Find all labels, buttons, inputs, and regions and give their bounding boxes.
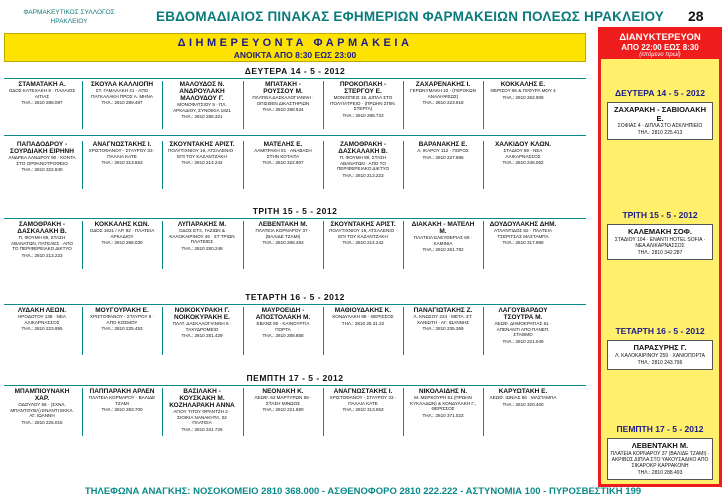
- night-pharmacy-card: [607, 102, 713, 140]
- day-pharmacies-banner: [4, 33, 586, 62]
- night-pharmacy-card: [607, 224, 713, 260]
- pharmacy-phone: ΤΗΛ.: 2810 288.858: [262, 333, 304, 338]
- pharmacy-card: [409, 81, 477, 106]
- pharmacy-name: ΔΙΑΚΑΚΗ - ΜΑΤΕΛΗ Μ.: [411, 221, 475, 235]
- column-divider: [162, 81, 163, 129]
- column-divider: [403, 388, 404, 436]
- pharmacy-card: [329, 307, 397, 326]
- pharmacy-address: ΠΛΑΤΕΙΑ ΚΟΡΝΑΡΟΥ · ΒΑΛΙΔΕ ΤΖΑΜΙ: [88, 395, 156, 406]
- pharmacy-phone: ΤΗΛ.: 2810 322.907: [262, 160, 304, 165]
- column-divider: [82, 81, 83, 129]
- pharmacy-address: ΟΔΟΣ ΚΑΤΕΧΑΚΗ 9 · ΠΑΛΑΙΟΣ ΑΙΤΙΑΣ: [8, 88, 76, 99]
- day-banner-title: ΔΙΗΜΕΡΕΥΟΝΤΑ ΦΑΡΜΑΚΕΙΑ: [177, 37, 413, 49]
- night-panel-note: (επόμενο πρωί): [639, 52, 681, 58]
- pharmacy-phone: ΤΗΛ.: 2810 288.097: [21, 100, 63, 105]
- column-divider: [483, 141, 484, 189]
- pharmacy-address: ΑΝΔΡΕΑ ΛΑΝΔΡΟΥ 90 · ΚΟΝΤΑ ΣΤΟ ΟΡΦΑΝΟΤΡΟΦΕΙΟ: [8, 155, 76, 166]
- pharmacy-card: [88, 388, 156, 413]
- night-pharmacy-phone: ΤΗΛ.: 2810 288.493: [637, 469, 683, 476]
- pharmacy-name: ΜΟΥΓΟΥΡΑΚΗ Ε.: [95, 307, 149, 314]
- pharmacy-address: ΕΒΑΝΣ 90 · ΚΑΙΝΟΥΡΓΙΑ ΠΟΡΤΑ: [256, 321, 310, 332]
- pharmacy-card: [489, 221, 557, 246]
- pharmacy-name: ΝΕΟΝΑΚΗ Κ.: [262, 388, 304, 395]
- pharmacy-card: [168, 221, 236, 251]
- pharmacy-card: [489, 307, 557, 344]
- pharmacy-name: ΛΥΔΑΚΗ ΛΕΩΝ.: [17, 307, 67, 314]
- pharmacy-name: ΝΙΚΟΛΑΙΔΗΣ Ν.: [418, 388, 468, 395]
- pharmacy-address: ΠΛΑΤΕΙΑ ΕΛΕΥΘΕΡΙΑΣ 69 · ΚΑΜΙΝΙΑ: [413, 235, 473, 246]
- pharmacy-phone: ΤΗΛ.: 2810 213.223: [342, 172, 384, 178]
- column-divider: [243, 81, 244, 129]
- pharmacy-address: ΑΤΛΑΝΤΙΔΟΣ 82 · ΠΛΑΤΕΙΑ ΤΣΕΡΙΤΣΑΣ ΜΑΣΤΑΜΠΑ: [494, 228, 552, 239]
- pharmacy-name: ΛΕΒΕΝΤΑΚΗ Μ.: [258, 221, 308, 228]
- pharmacy-address: ΠΟΛΥΤΙΧΝΙΟΥ 19, ΑΤΣΑΛΕΝΙΟ · ΕΠΙ ΤΟΥ ΚΑΖΑΝΤΖΑΚΗ: [329, 228, 397, 239]
- pharmacy-card: [8, 388, 76, 425]
- pharmacy-card: [88, 81, 156, 106]
- pharmacy-card: [8, 81, 76, 106]
- pharmacy-phone: ΤΗΛ.: 2810 322.840: [21, 167, 63, 172]
- pharmacy-name: ΣΑΜΟΘΡΑΚΗ - ΔΑΣΚΑΛΑΚΗ Β.: [17, 221, 67, 235]
- pharmacy-phone: ΤΗΛ.: 2810 214.242: [342, 240, 384, 245]
- pharmacy-name: ΒΑΡΑΝΑΚΗΣ Ε.: [418, 141, 468, 148]
- pharmacy-phone: ΤΗΛ.: 2810 288.723: [342, 112, 384, 118]
- column-divider: [243, 388, 244, 436]
- column-divider: [162, 307, 163, 355]
- pharmacy-address: ΚΟΝΔΥΛΑΚΗ 89 · ΘΕΡΙΣΣΟΣ: [332, 314, 394, 319]
- association-name: [4, 8, 134, 26]
- pharmacy-phone: ΤΗΛ.: 2810 262.908: [502, 94, 544, 100]
- pharmacy-phone: ΤΗΛ.: 2810 317.968: [502, 240, 544, 245]
- pharmacy-card: [329, 388, 397, 413]
- pharmacy-name: ΛΑΓΟΥΒΑΡΔΟΥ ΤΣΟΥΤΡΑ Μ.: [498, 307, 548, 321]
- pharmacy-card: [489, 81, 557, 100]
- night-panel-hours: ΑΠΟ 22:00 ΕΩΣ 8:30: [621, 43, 699, 52]
- pharmacy-card: [249, 307, 317, 339]
- night-panel-header: [601, 30, 719, 59]
- pharmacy-phone: ΤΗΛ.: 2810 213.223: [21, 252, 63, 258]
- night-pharmacy-card: [607, 438, 713, 480]
- pharmacy-card: [88, 307, 156, 332]
- pharmacy-phone: ΤΗΛ.: 2810 227.896: [422, 154, 464, 160]
- pharmacy-address: ΠΛΑΤ. ΔΑΣΚΑΛΟΓΙΑΝΝΗ 6 · ΤΑΧΥΔΡΟΜΕΙΟ: [172, 321, 232, 332]
- night-pharmacies-panel: [598, 27, 722, 487]
- pharmacy-card: [168, 388, 236, 432]
- pharmacy-name: ΠΑΝΑΓΙΩΤΑΚΗΣ Ζ.: [413, 307, 473, 314]
- column-divider: [82, 307, 83, 355]
- pharmacy-address: ΟΔΟΣ ΕΤΞ, ΓΑΖΙΩΝ & ΚΑΛΟΚΑΙΡΙΝΟΥ 46 · ΣΤ ΤΡΙΩΝ ΠΛΑΤΕΙΕΣ: [169, 228, 235, 244]
- pharmacy-phone: ΤΗΛ.: 2810 281.429: [181, 333, 223, 338]
- column-divider: [323, 81, 324, 129]
- row-divider: [4, 135, 586, 136]
- pharmacy-name: ΣΚΟΥΝΤΑΚΗΣ ΑΡΙΣΤ.: [169, 141, 235, 148]
- pharmacy-card: [489, 141, 557, 166]
- column-divider: [243, 141, 244, 189]
- pharmacy-address: ΛΕΩΦ. 62 ΜΑΡΤΥΡΩΝ 59 · ΣΤΑΣΗ ΜΙΝΩΟΣ: [254, 395, 312, 406]
- pharmacy-phone: ΤΗΛ.: 2810 280.248: [181, 245, 223, 251]
- column-divider: [483, 388, 484, 436]
- night-pharmacy-phone: ΤΗΛ.: 2810 342.287: [637, 249, 683, 256]
- column-divider: [162, 221, 163, 269]
- column-divider: [403, 81, 404, 129]
- column-divider: [323, 388, 324, 436]
- night-day-title: ΔΕΥΤΕΡΑ 14 - 5 - 2012: [614, 88, 706, 98]
- column-divider: [82, 388, 83, 436]
- pharmacy-card: [409, 221, 477, 253]
- pharmacy-address: ΘΕΡΙΣΟΥ 86 & ΓΕΦΥΡΑ ΜΟΥ 4: [490, 88, 556, 93]
- pharmacy-address: ΓΕΡΩΝΥΜΑΚΗ 10 · (ΓΕΡΟΚΩΝ ΑΝΑΛΗΨΕΩΣ): [410, 88, 476, 99]
- column-divider: [82, 141, 83, 189]
- pharmacy-phone: ΤΗΛ.: 2810 261.782: [422, 247, 464, 252]
- pharmacy-address: ΧΡΙΣΤΟΦΑΝΟΥ - ΣΤΑΥΡΟΥ 33 · ΠΑΛΑΙΑ ΚΑΤΕ: [329, 395, 397, 406]
- pharmacy-phone: ΤΗΛ.: 2810 313.653: [342, 407, 384, 412]
- night-pharmacy-name: ΛΕΒΕΝΤΑΚΗ Μ.: [631, 441, 689, 450]
- pharmacy-name: ΝΟΙΚΟΚΥΡΑΚΗ Γ. ΝΟΙΚΟΚΥΡΑΚΗ Ε.: [174, 307, 230, 321]
- day-banner-hours: ΑΝΟΙΚΤΑ ΑΠΟ 8:30 ΕΩΣ 23:00: [233, 50, 357, 60]
- night-pharmacy-address: Λ. ΚΑΛΟΚΑΙΡΙΝΟΥ 259 · ΧΑΝΙΟΠΟΡΤΑ: [615, 352, 705, 359]
- pharmacy-address: Π. ΦΟΥΜΗ 89, ΣΤΑΣΗ ΑΒΑΝΑΤΩΝ · ΑΠΟ ΤΟ ΠΕΡΙΦΕΡΕΙΑΚΟ ΔΙΚΤΥΟ: [336, 155, 390, 171]
- section-date-title: ΤΕΤΑΡΤΗ 16 - 5 - 2012: [245, 292, 345, 302]
- pharmacy-name: ΚΟΚΚΑΛΗΣ Ε.: [500, 81, 546, 88]
- pharmacy-name: ΠΑΠΑΔΟΔΡΟΥ - ΣΟΥΡΔΙΑΚΗ ΕΙΡΗΝΗ: [10, 141, 74, 155]
- pharmacy-phone: ΤΗΛ.: 2810 25.31.22: [341, 320, 385, 326]
- column-divider: [483, 221, 484, 269]
- night-pharmacy-name: ΖΑΧΑΡΑΚΗ - ΣΑΒΙΟΛΑΚΗ Ε.: [613, 105, 707, 123]
- column-divider: [162, 141, 163, 189]
- pharmacy-phone: ΤΗΛ.: 2810 245.062: [502, 160, 544, 165]
- pharmacy-phone: ΤΗΛ.: 2810 288.493: [262, 240, 304, 245]
- pharmacy-phone: ΤΗΛ.: 2810 289.487: [101, 100, 143, 105]
- pharmacy-card: [249, 221, 317, 246]
- column-divider: [403, 141, 404, 189]
- pharmacy-phone: ΤΗΛ.: 2810 283.700: [101, 407, 143, 412]
- pharmacy-address: ΛΑΜΠΡΑΚΗ 81 · ΑΝΑΒΑΣΗ ΣΤΗΝ ΚΟΤΑΙΤΑ: [254, 148, 312, 159]
- pharmacy-address: ΣΤ. ΓΑΜΑΛΑΚΗ 41 · ΑΠΟ ΠΑΓΚΑΛΑΚΗ ΠΡΟΣ Α. ΜΗΝΑ: [91, 88, 153, 99]
- night-pharmacy-name: ΠΑΡΑΣΥΡΗΣ Γ.: [633, 343, 687, 352]
- pharmacy-address: ΗΡΟΔΟΤΟΥ 138 · ΝΕΑ ΑΛΙΚΑΡΝΑΣΣΟΣ: [17, 314, 66, 325]
- pharmacy-name: ΖΑΧΑΡΕΝΑΚΗΣ Ι.: [415, 81, 471, 88]
- pharmacy-card: [8, 141, 76, 173]
- column-divider: [323, 307, 324, 355]
- pharmacy-address: Λ. ΚΝΩΣΟΥ 224 · ΜΕΤΑ. ΣΤ. ΧΑΝΙΩΤΗ - ΑΓ. ΙΩΑΝΝΗΣ: [413, 314, 473, 325]
- section-divider: [4, 218, 586, 219]
- page-number: 28: [688, 8, 704, 24]
- pharmacy-name: ΜΑΘΙΟΥΔΑΚΗΣ Κ.: [334, 307, 392, 314]
- section-divider: [4, 304, 586, 305]
- pharmacy-card: [329, 81, 397, 118]
- pharmacy-address: ΠΛΑΤΕΙΑ ΔΑΣΚΑΛΟΓΙΑΝΝΗ · ΟΠΙΣΘΕΝ ΔΙΚΑΣΤΗΡΙΩΝ: [252, 95, 314, 106]
- column-divider: [403, 221, 404, 269]
- pharmacy-phone: ΤΗΛ.: 2810 288.321: [181, 114, 223, 119]
- night-pharmacy-phone: ΤΗΛ.: 2810 243.796: [637, 359, 683, 366]
- association-line-2: ΗΡΑΚΛΕΙΟΥ: [50, 18, 88, 25]
- night-day-title: ΠΕΜΠΤΗ 17 - 5 - 2012: [616, 424, 704, 434]
- pharmacy-name: ΜΑΥΡΟΕΙΔΗ - ΑΠΟΣΤΟΛΑΚΗ Μ.: [255, 307, 311, 321]
- pharmacy-name: ΣΚΟΥΝΤΑΚΗΣ ΑΡΙΣΤ.: [330, 221, 396, 228]
- pharmacy-card: [249, 81, 317, 113]
- pharmacy-name: ΛΥΠΑΡΑΚΗΣ Μ.: [177, 221, 227, 228]
- pharmacy-name: ΣΚΟΥΛΑ ΚΑΛΛΙΟΠΗ: [90, 81, 154, 88]
- pharmacy-address: ΜΟΝΙΟΠΕΙΣ 15, ΔΙΠΛΑ ΣΤΟ ΠΟΛΥΙΑΤΡΕΙΟ · (ΠΡΩΗΝ ΣΠΙΝ. ΣΤΕΡΓΑ): [330, 95, 396, 111]
- pharmacy-name: ΔΟΥΔΟΥΛΑΚΗΣ ΔΗΜ.: [489, 221, 557, 228]
- pharmacy-card: [88, 141, 156, 166]
- pharmacy-phone: ΤΗΛ.: 2810 225.015: [21, 419, 63, 425]
- pharmacy-name: ΣΤΑΜΑΤΑΚΗ Α.: [18, 81, 66, 88]
- pharmacy-name: ΚΟΚΚΑΛΗΣ ΚΩΝ.: [94, 221, 150, 228]
- pharmacy-card: [8, 307, 76, 332]
- pharmacy-name: ΜΑΛΟΥΔΟΣ Ν. ΑΝΔΡΟΥΛΑΚΗ ΜΑΛΟΥΔΟΥ Γ.: [179, 81, 225, 102]
- pharmacy-address: Μ. ΜΕΡΚΟΥΡΗ 51 (ΠΡΩΗΝ ΚΥΚΛΑΔΩΝ) & ΚΟΝΔΥΛΑΚΗ Γ., ΘΕΡΙΣΣΟΣ: [410, 395, 476, 411]
- pharmacy-name: ΠΡΟΚΟΠΑΚΗ - ΣΤΕΡΓΟΥ Ε.: [339, 81, 387, 95]
- pharmacy-name: ΧΑΛΚΙΔΟΥ ΚΛΩΝ.: [494, 141, 552, 148]
- pharmacy-card: [168, 307, 236, 339]
- pharmacy-phone: ΤΗΛ.: 2810 221.690: [262, 407, 304, 412]
- night-pharmacy-phone: ΤΗΛ.: 2810 225.413: [637, 130, 683, 136]
- section-date-title: ΤΡΙΤΗ 15 - 5 - 2012: [252, 206, 338, 216]
- pharmacy-address: Π. ΦΟΥΜΗ 89, ΣΤΑΣΗ ΑΒΑΝΑΤΩΝ, ΠΑΤΕΛΕΣ · ΑΠΟ ΤΟ ΠΕΡΙΦΕΡΕΙΑΚΟ ΔΙΚΤΥΟ: [11, 235, 73, 251]
- night-day-title: ΤΡΙΤΗ 15 - 5 - 2012: [622, 210, 698, 220]
- section-date-title: ΔΕΥΤΕΡΑ 14 - 5 - 2012: [244, 66, 346, 76]
- pharmacy-phone: ΤΗΛ.: 2810 223.918: [422, 100, 464, 105]
- pharmacy-name: ΖΑΜΟΘΡΑΚΗ - ΔΑΣΚΑΛΑΚΗ Β.: [338, 141, 388, 155]
- pharmacy-name: ΒΑΣΙΛΑΚΗ - ΚΟΥΣΚΑΚΗ Μ. ΚΟΖΗΛΑΡΑΚΗ ΑΝΝΑ: [169, 388, 235, 409]
- pharmacy-card: [329, 141, 397, 178]
- column-divider: [323, 141, 324, 189]
- pharmacy-phone: ΤΗΛ.: 2810 221.049: [502, 338, 544, 344]
- pharmacy-name: ΑΝΑΓΝΩΣΤΑΚΗΣ Ι.: [333, 388, 393, 395]
- pharmacy-card: [168, 81, 236, 120]
- pharmacy-address: ΟΔΟΣ 1821 / ΑΡ. 92 · ΠΛΑΤΕΙΑ ΑΡΚΑΔΙΟΥ: [89, 228, 155, 239]
- pharmacy-name: ΜΠΑΜΠΙΟΥΝΑΚΗ ΧΑΡ.: [14, 388, 70, 402]
- section-date-title: ΠΕΜΠΤΗ 17 - 5 - 2012: [246, 373, 344, 383]
- column-divider: [162, 388, 163, 436]
- night-pharmacy-address: ΠΛΑΤΕΙΑ ΚΟΡΝΑΡΟΥ 37 (ΒΑΛΙΔΕ ΤΖΑΜΙ) · ΑΚΡΙΒΩΣ ΔΙΠΛΑ ΣΤΟ ΥΑΚΟΥΣΑΔΙΚΟ ΑΠΟ ΣΙΚΑΡΟΚΡ ΚΑΡΡΑΚΟΝΗ: [610, 450, 710, 469]
- pharmacy-address: ΛΕΩΦ. ΙΩΝΙΑΣ 86 · ΜΑΣΤΑΜΠΑ: [489, 395, 557, 400]
- pharmacy-address: ΜΟΝΟΦΑΤΣΙΟΥ 5 · ΠΛ. ΑΡΚΑΔΙΟΥ, ΣΥΝΟΙΚΙΑ 1821: [173, 102, 231, 113]
- pharmacy-phone: ΤΗΛ.: 2810 288.534: [262, 107, 304, 112]
- section-divider: [4, 78, 586, 79]
- pharmacy-address: ΠΛΑΤΕΙΑ ΚΟΡΝΑΡΟΥ 37 · (ΒΑΛΙΔΕ ΤΖΑΜΙ): [255, 228, 311, 239]
- column-divider: [243, 307, 244, 355]
- pharmacy-card: [329, 221, 397, 246]
- pharmacy-card: [409, 141, 477, 160]
- pharmacy-phone: ΤΗΛ.: 2810 288.030: [101, 240, 143, 245]
- pharmacy-card: [8, 221, 76, 258]
- pharmacy-address: ΟΔΟΥΛΟΥ 56 · (ΣΧΝΛ. ΜΠΑΝΤΟΥΒΑ) ΕΝΑΝΤΙ ΕΚΚΛ. ΑΓ. ΙΩΑΝΝΗ: [10, 402, 74, 418]
- pharmacy-phone: ΤΗΛ.: 2810 313.653: [101, 160, 143, 165]
- pharmacy-phone: ΤΗΛ.: 2810 223.955: [21, 326, 63, 331]
- page-title: ΕΒΔΟΜΑΔΙΑΙΟΣ ΠΙΝΑΚΑΣ ΕΦΗΜΕΡΙΩΝ ΦΑΡΜΑΚΕΙΩΝ ΠΟΛΕΩΣ ΗΡΑΚΛΕΙΟΥ: [155, 9, 664, 24]
- pharmacy-card: [168, 141, 236, 166]
- pharmacy-address: ΛΕΩΦ. ΔΗΜΟΚΡΑΤΙΑΣ 61 · ΑΠΕΝΑΝΤΙ ΑΠΟ ΠΑΝΕΠ. ΣΤΑΘΜΟ: [494, 321, 552, 337]
- night-pharmacy-address: ΣΟΦΙΑΣ 4 · ΔΙΠΛΑ ΣΤΟ ΑΣΚΛΗΠΙΕΙΟ: [617, 123, 703, 129]
- pharmacy-name: ΜΠΑΤΑΚΗ - ΡΟΥΣΣΟΥ Μ.: [263, 81, 303, 95]
- pharmacy-address: ΑΓΙΟΥ ΤΙΤΟΥ ΦΡΑΝΤΖΗ 2 · ΣΙΟΙΚΙΑ ΝΑΝΑΚΗΤΑ, 02 ΠΛΑΤΕΙΑ: [173, 409, 231, 425]
- column-divider: [82, 221, 83, 269]
- column-divider: [403, 307, 404, 355]
- pharmacy-phone: ΤΗΛ.: 2810 341.726: [181, 426, 223, 432]
- pharmacy-phone: ΤΗΛ.: 2810 320.400: [502, 401, 544, 407]
- pharmacy-name: ΜΑΤΕΛΗΣ Ε.: [263, 141, 303, 148]
- column-divider: [483, 307, 484, 355]
- pharmacy-name: ΑΝΑΓΝΩΣΤΑΚΗΣ Ι.: [92, 141, 152, 148]
- association-line-1: ΦΑΡΜΑΚΕΥΤΙΚΟΣ ΣΥΛΛΟΓΟΣ: [23, 9, 115, 16]
- pharmacy-address: ΧΡΙΣΤΟΦΑΝΟΥ - ΣΤΑΥΡΟΥ 8 · ΑΠΟ ΚΟΣΜΟΥ: [89, 314, 155, 325]
- pharmacy-address: ΠΟΛΥΤΙΧΝΙΟΥ 19, ΑΤΣΑΛΕΝΙΟ · ΕΠΙ ΤΟΥ ΚΑΖΑΝΤΖΑΚΗ: [168, 148, 236, 159]
- pharmacy-phone: ΤΗΛ.: 2810 214.242: [181, 160, 223, 165]
- pharmacy-card: [249, 141, 317, 166]
- pharmacy-phone: ΤΗΛ.: 2810 225.453: [101, 326, 143, 331]
- night-panel-title: ΔΙΑΝΥΚΤΕΡΕΥΟΝ: [619, 32, 701, 43]
- column-divider: [243, 221, 244, 269]
- pharmacy-address: Λ. ΙΚΑΡΟΥ 112 · ΠΟΡΟΣ: [417, 148, 469, 153]
- night-pharmacy-card: [607, 340, 713, 370]
- pharmacy-name: ΠΑΠΠΑΡΑΚΗ ΑΡΛΕΝ: [89, 388, 155, 395]
- night-day-title: ΤΕΤΑΡΤΗ 16 - 5 - 2012: [615, 326, 705, 336]
- pharmacy-address: ΧΡΙΣΤΟΦΑΝΟΥ - ΣΤΑΥΡΟΥ 33 · ΠΑΛΑΙΑ ΚΑΤΕ: [88, 148, 156, 159]
- column-divider: [483, 81, 484, 129]
- pharmacy-card: [409, 307, 477, 332]
- column-divider: [323, 221, 324, 269]
- pharmacy-card: [249, 388, 317, 413]
- pharmacy-phone: ΤΗΛ.: 2810 235.369: [422, 326, 464, 331]
- pharmacy-address: ΣΤΑΔΙΟΥ 69 · ΝΕΑ ΑΛΙΚΑΡΝΑΣΣΟΣ: [503, 148, 543, 159]
- night-pharmacy-address: ΣΤΑΔΙΟΥ 104 · ΕΝΑΝΤΙ HOTEL SOFIA · ΝΕΑ ΑΛΙΚΑΡΝΑΣΣΟΣ: [614, 236, 706, 249]
- pharmacy-card: [489, 388, 557, 407]
- pharmacy-name: ΚΑΡΥΩΤΑΚΗ Ε.: [498, 388, 548, 395]
- pharmacy-phone: ΤΗΛ.: 2810 371.023: [422, 412, 464, 418]
- pharmacy-card: [409, 388, 477, 418]
- night-pharmacy-name: ΚΑΛΕΜΑΚΗ ΣΟΦ.: [628, 227, 692, 236]
- section-divider: [4, 385, 586, 386]
- emergency-phones-footer: ΤΗΛΕΦΩΝΑ ΑΝΑΓΚΗΣ: ΝΟΣΟΚΟΜΕΙΟ 2810 368.000 - ΑΣΘΕΝΟΦΟΡΟ 2810 222.222 - ΑΣΤΥΝΟΜΙΑ 100 - ΠΥΡΟΣΒΕΣΤΙΚΗ 199: [84, 486, 642, 497]
- pharmacy-card: [88, 221, 156, 246]
